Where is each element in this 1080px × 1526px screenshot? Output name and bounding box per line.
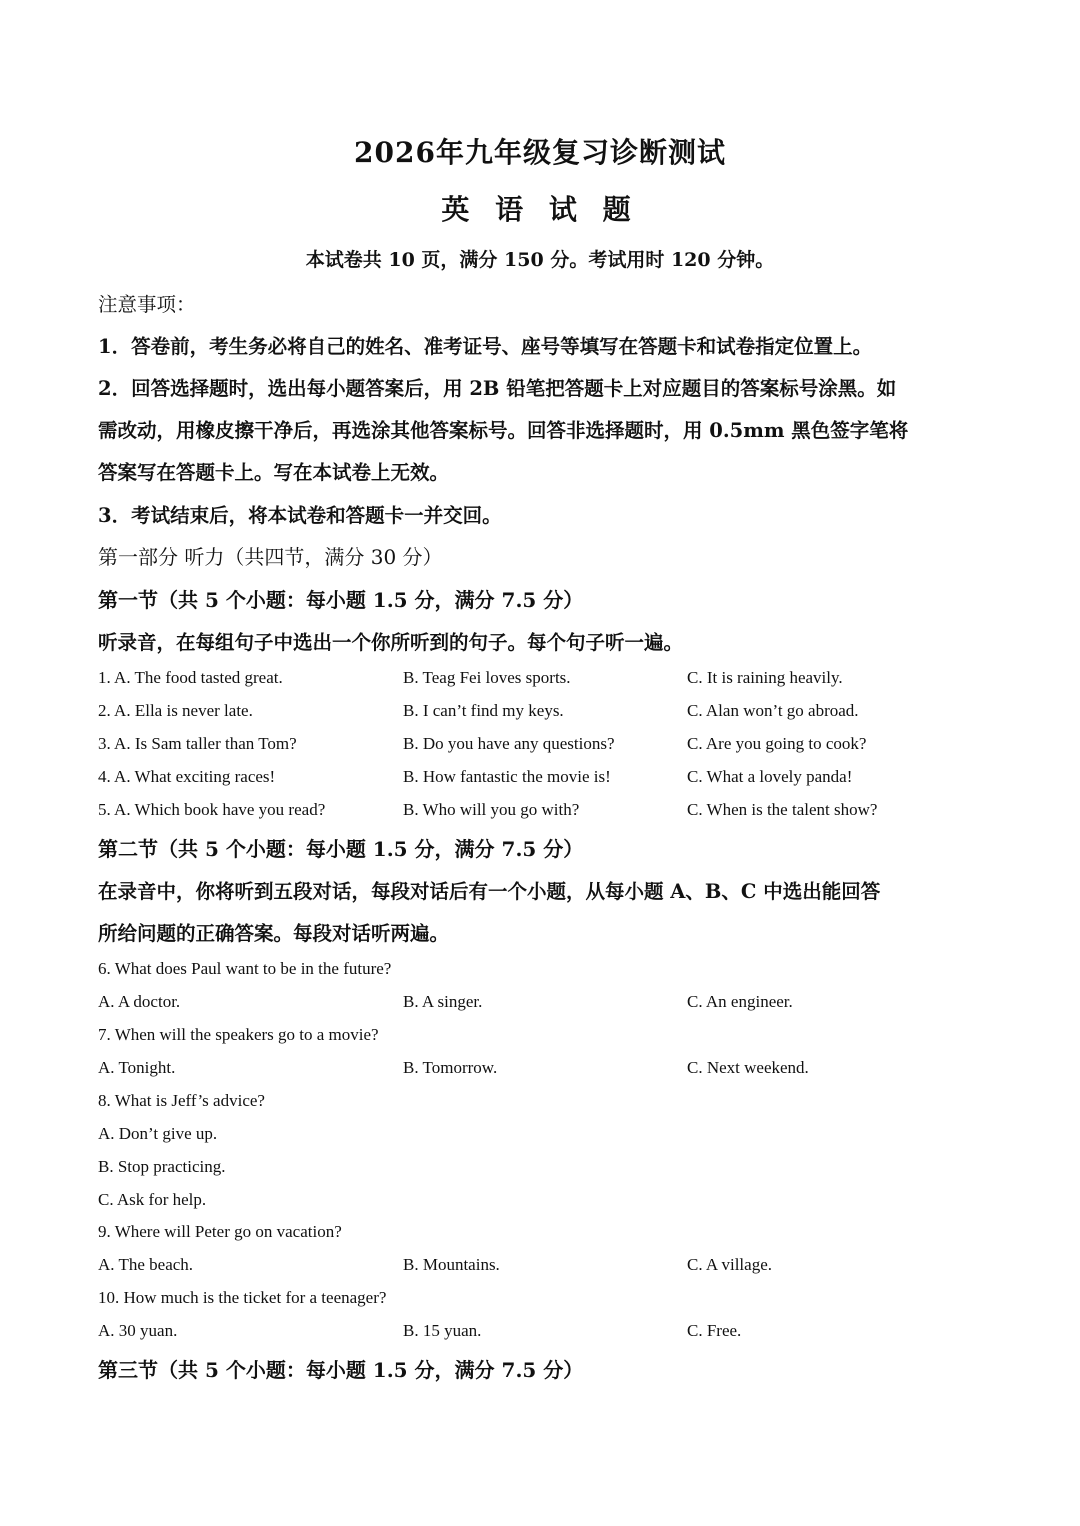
q7-option-c: C. Next weekend. xyxy=(687,1058,809,1077)
section2-instruction: 所给问题的正确答案。每段对话听两遍。 xyxy=(98,922,450,945)
notice-line: 2．回答选择题时，选出每小题答案后，用 2B 铅笔把答题卡上对应题目的答案标号涂黑。如 xyxy=(98,377,897,400)
q9-option-b: B. Mountains. xyxy=(403,1255,500,1274)
notice-line: 答案写在答题卡上。写在本试卷上无效。 xyxy=(98,461,450,484)
q8-option-b: B. Stop practicing. xyxy=(98,1157,226,1176)
exam-info: 本试卷共 10 页，满分 150 分。考试用时 120 分钟。 xyxy=(305,249,775,271)
q4-option-b: B. How fantastic the movie is! xyxy=(403,767,611,786)
q10-option-c: C. Free. xyxy=(687,1321,742,1340)
notice-line: 需改动，用橡皮擦干净后，再选涂其他答案标号。回答非选择题时，用 0.5mm 黑色签字笔将 xyxy=(98,419,909,442)
q7-option-b: B. Tomorrow. xyxy=(403,1058,498,1077)
q7-question: 7. When will the speakers go to a movie? xyxy=(98,1025,379,1044)
section2-instruction: 在录音中，你将听到五段对话，每段对话后有一个小题，从每小题 A、B、C 中选出能回答 xyxy=(98,880,881,903)
part1-heading: 第一部分 听力（共四节，满分 30 分） xyxy=(98,545,443,569)
section1-instruction: 听录音，在每组句子中选出一个你所听到的句子。每个句子听一遍。 xyxy=(98,631,684,654)
q3-option-b: B. Do you have any questions? xyxy=(403,734,615,753)
q9-option-a: A. The beach. xyxy=(98,1255,194,1274)
q4-option-a: 4. A. What exciting races! xyxy=(98,767,276,786)
section2-heading: 第二节（共 5 个小题：每小题 1.5 分，满分 7.5 分） xyxy=(98,837,584,861)
q5-option-a: 5. A. Which book have you read? xyxy=(98,800,326,819)
q2-option-a: 2. A. Ella is never late. xyxy=(98,701,253,720)
q9-option-c: C. A village. xyxy=(687,1255,772,1274)
section3-heading: 第三节（共 5 个小题：每小题 1.5 分，满分 7.5 分） xyxy=(98,1358,584,1382)
q5-option-b: B. Who will you go with? xyxy=(403,800,580,819)
q8-question: 8. What is Jeff’s advice? xyxy=(98,1091,265,1110)
q5-option-c: C. When is the talent show? xyxy=(687,800,878,819)
exam-subject: 英 语 试 题 xyxy=(441,193,639,226)
q10-question: 10. How much is the ticket for a teenager? xyxy=(98,1288,387,1307)
q1-option-c: C. It is raining heavily. xyxy=(687,668,843,687)
q3-option-a: 3. A. Is Sam taller than Tom? xyxy=(98,734,297,753)
q6-option-a: A. A doctor. xyxy=(98,992,181,1011)
section1-heading: 第一节（共 5 个小题：每小题 1.5 分，满分 7.5 分） xyxy=(98,588,584,612)
q1-option-b: B. Teag Fei loves sports. xyxy=(403,668,571,687)
q2-option-b: B. I can’t find my keys. xyxy=(403,701,564,720)
q4-option-c: C. What a lovely panda! xyxy=(687,767,853,786)
q10-option-a: A. 30 yuan. xyxy=(98,1321,178,1340)
exam-title: 2026年九年级复习诊断测试 xyxy=(354,136,726,169)
q9-question: 9. Where will Peter go on vacation? xyxy=(98,1222,342,1241)
notice-heading: 注意事项： xyxy=(98,293,196,316)
q7-option-a: A. Tonight. xyxy=(98,1058,176,1077)
q8-option-c: C. Ask for help. xyxy=(98,1190,207,1209)
q2-option-c: C. Alan won’t go abroad. xyxy=(687,701,859,720)
notice-line: 1．答卷前，考生务必将自己的姓名、准考证号、座号等填写在答题卡和试卷指定位置上。 xyxy=(98,335,873,358)
q8-option-a: A. Don’t give up. xyxy=(98,1124,218,1143)
q3-option-c: C. Are you going to cook? xyxy=(687,734,867,753)
q6-option-b: B. A singer. xyxy=(403,992,483,1011)
notice-line: 3．考试结束后，将本试卷和答题卡一并交回。 xyxy=(98,504,502,527)
q6-option-c: C. An engineer. xyxy=(687,992,793,1011)
q10-option-b: B. 15 yuan. xyxy=(403,1321,482,1340)
q1-option-a: 1. A. The food tasted great. xyxy=(98,668,283,687)
q6-question: 6. What does Paul want to be in the future? xyxy=(98,959,392,978)
